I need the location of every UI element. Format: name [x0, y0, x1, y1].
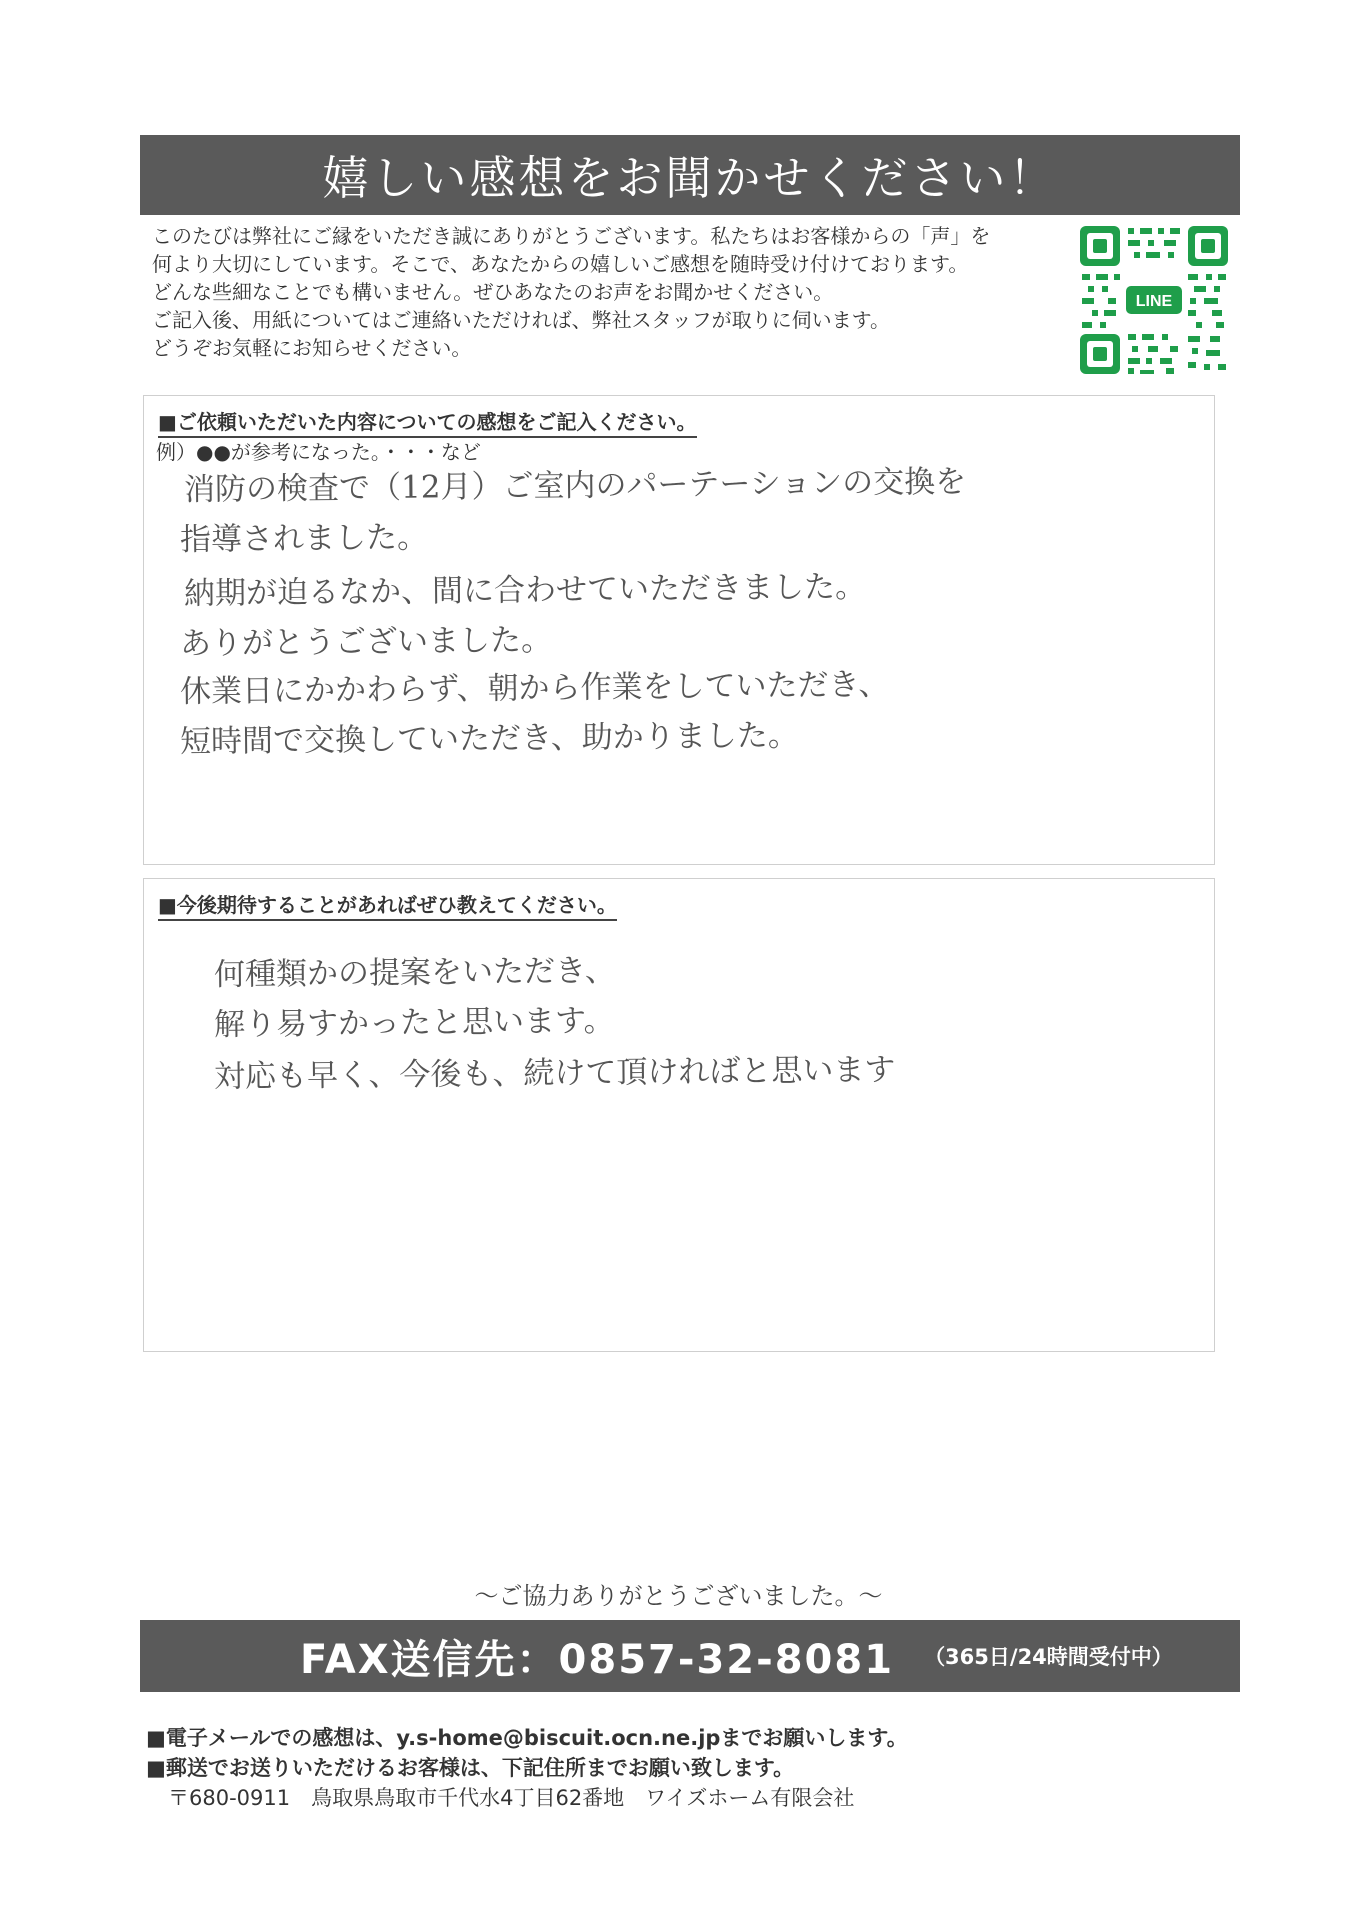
handwritten-line: 解り易すかったと思います。 — [213, 1002, 615, 1043]
mail-note: ■郵送でお送りいただけるお客様は、下記住所までお願い致します。 — [146, 1756, 795, 1780]
handwritten-line: 消防の検査で（12月）ご室内のパーテーションの交換を — [183, 463, 967, 508]
intro-line: どうぞお気軽にお知らせください。 — [152, 336, 472, 360]
handwritten-line: ありがとうございました。 — [179, 622, 553, 662]
handwritten-line: 納期が迫るなか、間に合わせていただきました。 — [183, 568, 867, 612]
handwritten-line: 指導されました。 — [179, 519, 429, 558]
thanks-message: ～ご協力ありがとうございました。～ — [474, 1582, 883, 1610]
intro-line: ご記入後、用紙についてはご連絡いただければ、弊社スタッフが取りに伺います。 — [152, 308, 890, 332]
line-qr-code-icon[interactable] — [1078, 224, 1230, 376]
fax-hours: （365日/24時間受付中） — [924, 1645, 1173, 1669]
intro-line: どんな些細なことでも構いません。ぜひあなたのお声をお聞かせください。 — [152, 280, 834, 304]
handwritten-line: 休業日にかかわらず、朝から作業をしていただき、 — [179, 666, 890, 710]
page-title-banner — [140, 135, 1240, 215]
company-address: 〒680-0911 鳥取県鳥取市千代水4丁目62番地 ワイズホーム有限会社 — [168, 1786, 855, 1810]
qr-label: LINE — [1135, 293, 1173, 310]
fax-number: FAX送信先：0857-32-8081 — [300, 1636, 895, 1683]
page-title: 嬉しい感想をお聞かせください！ — [322, 151, 1058, 205]
handwritten-line: 対応も早く、今後も、続けて頂ければと思います — [213, 1051, 896, 1095]
impression-heading: ■ご依頼いただいた内容についての感想をご記入ください。 — [158, 406, 697, 438]
qr-graphic — [1078, 224, 1230, 376]
intro-text — [152, 222, 1052, 362]
impression-example: 例）●●が参考になった。・・・など — [156, 440, 481, 464]
expectation-heading: ■今後期待することがあればぜひ教えてください。 — [158, 889, 617, 921]
email-note: ■電子メールでの感想は、y.s-home@biscuit.ocn.ne.jpまでお願いします。 — [146, 1726, 908, 1750]
expectation-section — [143, 878, 1215, 1352]
handwritten-line: 何種類かの提案をいただき、 — [213, 952, 616, 993]
handwritten-line: 短時間で交換していただき、助かりました。 — [179, 717, 799, 760]
intro-line: このたびは弊社にご縁をいただき誠にありがとうございます。私たちはお客様からの「声」を — [152, 224, 991, 248]
impression-section — [143, 395, 1215, 865]
fax-banner — [140, 1620, 1240, 1692]
intro-line: 何より大切にしています。そこで、あなたからの嬉しいご感想を随時受け付けております。 — [152, 252, 969, 276]
